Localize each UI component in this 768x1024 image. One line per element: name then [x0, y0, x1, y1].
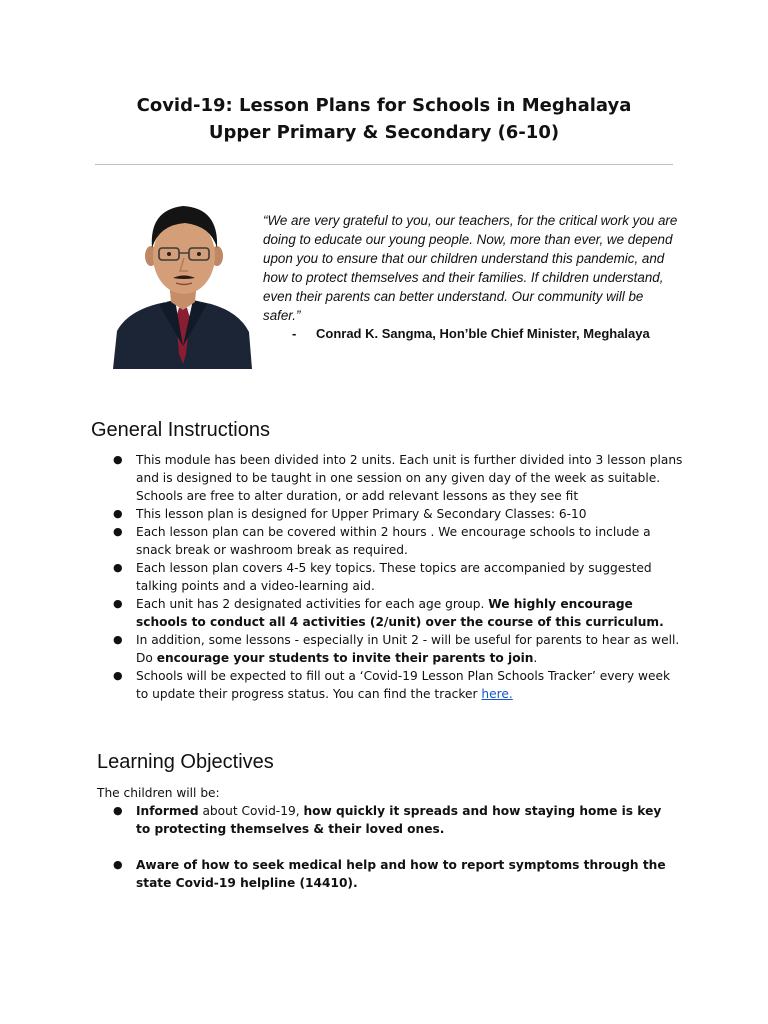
bullet-icon: ●: [113, 507, 123, 520]
tracker-link[interactable]: here.: [481, 687, 513, 701]
bullet-icon: ●: [113, 804, 123, 817]
general-instructions-heading: General Instructions: [91, 419, 270, 441]
title-divider: [95, 164, 673, 165]
bullet-icon: ●: [113, 669, 123, 682]
general-instructions-list: [113, 451, 683, 703]
chief-minister-quote: “We are very grateful to you, our teachers, for the critical work you are doing to educate our young people. Now, more than ever, we depend upon you to ensure that our children understand this pandemic, and how to protect themselves and their families. If children understand, even their parents can better understand. Our community will be safer.”: [263, 213, 678, 323]
document-title: [0, 92, 768, 146]
attribution-name: Conrad K. Sangma, Hon’ble Chief Minister, Meghalaya: [316, 326, 650, 341]
learning-objectives-list: [113, 802, 673, 892]
portrait-illustration: [113, 196, 252, 369]
list-item: ● In addition, some lessons - especially in Unit 2 - will be useful for parents to hear as well. Do encourage your students to invite their parents to join.: [113, 633, 680, 665]
list-item: ● Aware of how to seek medical help and how to report symptoms through the state Covid-19 helpline (14410).: [113, 858, 666, 890]
chief-minister-portrait: [113, 196, 252, 369]
list-item: ● This lesson plan is designed for Upper Primary & Secondary Classes: 6-10: [113, 507, 587, 521]
learning-objectives-heading: Learning Objectives: [97, 751, 274, 773]
emphasis-text: encourage your students to invite their parents to join: [156, 651, 534, 665]
bullet-icon: ●: [113, 597, 123, 610]
bullet-icon: ●: [113, 453, 123, 466]
attribution-dash: -: [292, 326, 297, 341]
bullet-icon: ●: [113, 633, 123, 646]
list-item: ● Each lesson plan can be covered within 2 hours . We encourage schools to include a snack break or washroom break as required.: [113, 525, 651, 557]
list-item: ● Informed about Covid-19, how quickly it spreads and how staying home is key to protecting themselves & their loved ones.: [113, 804, 662, 836]
list-item: ● This module has been divided into 2 units. Each unit is further divided into 3 lesson plans and is designed to be taught in one session on any given day of the week as suitable. Schools are free to alter duration, or add relevant lessons as they see fit: [113, 453, 683, 503]
list-item: ● Each lesson plan covers 4-5 key topics. These topics are accompanied by suggested talking points and a video-learning aid.: [113, 561, 652, 593]
emphasis-text: We highly encourage schools to conduct all 4 activities (2/unit) over the course of this curriculum.: [136, 597, 664, 629]
learning-intro: The children will be:: [97, 786, 220, 800]
list-item: ● Each unit has 2 designated activities for each age group. We highly encourage schools to conduct all 4 activities (2/unit) over the course of this curriculum.: [113, 597, 664, 629]
bullet-icon: ●: [113, 858, 123, 871]
bullet-icon: ●: [113, 525, 123, 538]
bullet-icon: ●: [113, 561, 123, 574]
quote-attribution: [292, 324, 712, 343]
list-item: ● Schools will be expected to fill out a ‘Covid-19 Lesson Plan Schools Tracker’ every week to update their progress status. You can find the tracker here.: [113, 669, 671, 701]
title-line-1: Covid-19: Lesson Plans for Schools in Meghalaya: [136, 95, 632, 116]
title-line-2: Upper Primary & Secondary (6-10): [208, 122, 560, 143]
